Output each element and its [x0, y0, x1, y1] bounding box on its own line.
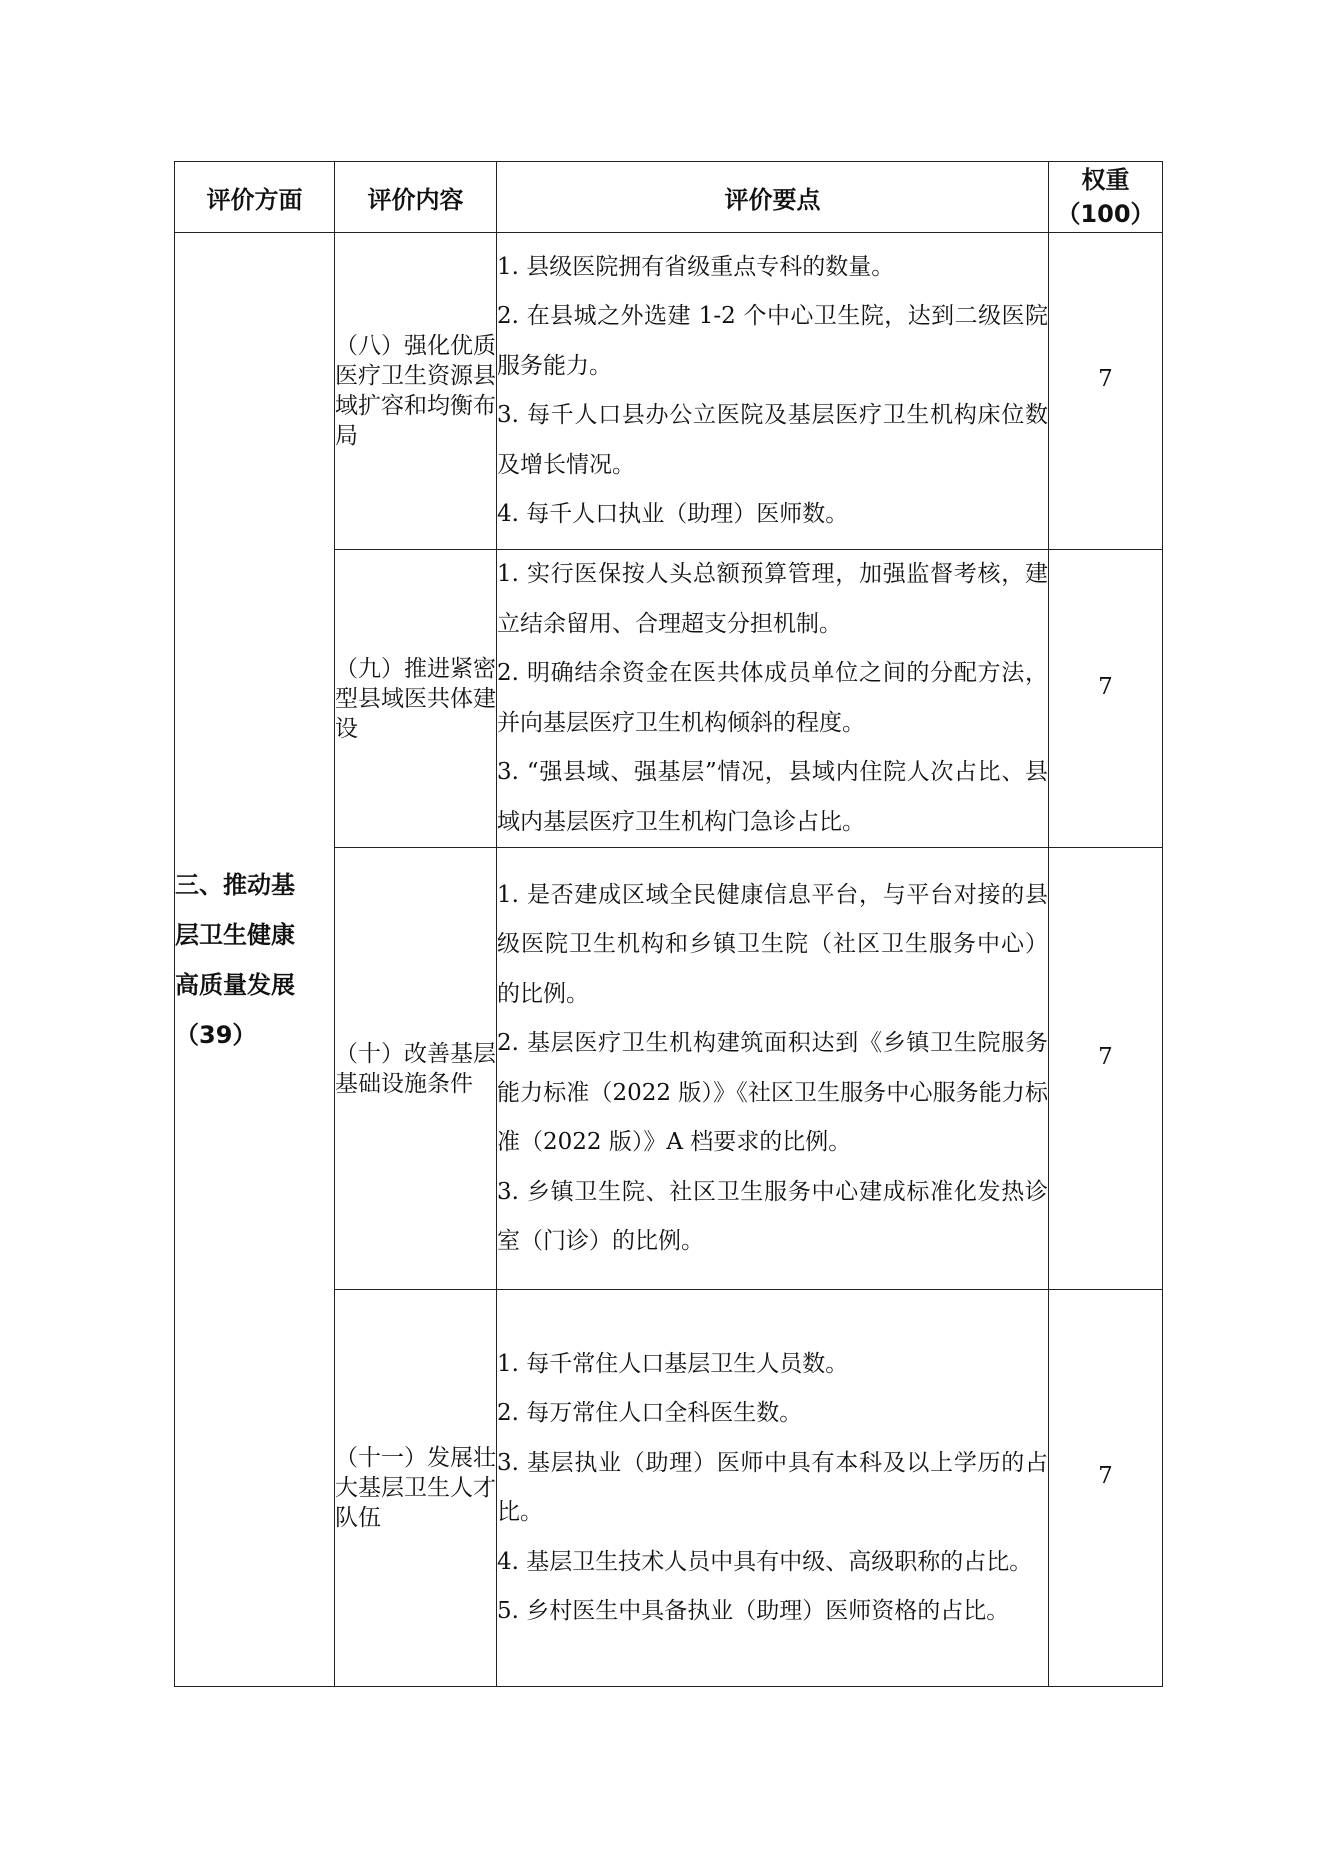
points-cell [497, 550, 1049, 848]
aspect-line: （39） [175, 1020, 257, 1049]
point-item: 2. 基层医疗卫生机构建筑面积达到《乡镇卫生院服务能力标准（2022 版）》《社区卫生服务中心服务能力标准（2022 版）》A 档要求的比例。 [497, 1030, 1048, 1155]
points-cell [497, 848, 1049, 1290]
point-item: 2. 每万常住人口全科医生数。 [497, 1400, 803, 1426]
point-item: 1. 每千常住人口基层卫生人员数。 [497, 1350, 849, 1377]
header-content: 评价内容 [335, 162, 497, 233]
point-item: 3. 基层执业（助理）医师中具有本科及以上学历的占比。 [497, 1449, 1048, 1525]
content-cell: （十一）发展壮大基层卫生人才队伍 [335, 1290, 497, 1687]
point-item: 4. 基层卫生技术人员中具有中级、高级职称的占比。 [497, 1548, 1033, 1575]
aspect-line: 层卫生健康 [175, 920, 295, 949]
header-weight [1049, 162, 1163, 233]
point-item: 5. 乡村医生中具备执业（助理）医师资格的占比。 [497, 1598, 1010, 1624]
points-cell [497, 1290, 1049, 1687]
point-item: 1. 是否建成区域全民健康信息平台，与平台对接的县级医院卫生机构和乡镇卫生院（社区卫生服务中心）的比例。 [497, 881, 1048, 1007]
point-item: 4. 每千人口执业（助理）医师数。 [497, 501, 849, 527]
header-aspect: 评价方面 [175, 162, 335, 233]
aspect-line: 高质量发展 [175, 970, 295, 999]
point-item: 2. 明确结余资金在医共体成员单位之间的分配方法，并向基层医疗卫生机构倾斜的程度。 [497, 660, 1048, 736]
point-item: 1. 实行医保按人头总额预算管理，加强监督考核，建立结余留用、合理超支分担机制。 [497, 561, 1048, 637]
points-cell [497, 233, 1049, 550]
point-item: 2. 在县城之外选建 1-2 个中心卫生院，达到二级医院服务能力。 [497, 303, 1048, 379]
header-points: 评价要点 [497, 162, 1049, 233]
aspect-cell [175, 233, 335, 1687]
weight-cell [1049, 848, 1163, 1290]
content-cell: （十）改善基层基础设施条件 [335, 848, 497, 1290]
content-cell: （八）强化优质医疗卫生资源县域扩容和均衡布局 [335, 233, 497, 550]
weight-value: 7 [1098, 673, 1113, 700]
weight-cell [1049, 1290, 1163, 1687]
weight-cell [1049, 233, 1163, 550]
aspect-line: 三、推动基 [175, 870, 295, 899]
weight-cell [1049, 550, 1163, 848]
header-weight-label: 权重 [1081, 166, 1130, 194]
evaluation-table [174, 161, 1163, 1687]
point-item: 3. “强县域、强基层”情况，县域内住院人次占比、县域内基层医疗卫生机构门急诊占比。 [497, 759, 1048, 835]
weight-value: 7 [1098, 366, 1113, 392]
point-item: 1. 县级医院拥有省级重点专科的数量。 [497, 253, 895, 280]
header-weight-total: （100） [1056, 200, 1155, 228]
weight-value: 7 [1098, 1463, 1113, 1489]
point-item: 3. 每千人口县办公立医院及基层医疗卫生机构床位数及增长情况。 [497, 402, 1048, 478]
table-row [175, 233, 1163, 550]
point-item: 3. 乡镇卫生院、社区卫生服务中心建成标准化发热诊室（门诊）的比例。 [497, 1178, 1048, 1254]
content-cell: （九）推进紧密型县域医共体建设 [335, 550, 497, 848]
table-header-row [175, 162, 1163, 233]
weight-value: 7 [1098, 1043, 1113, 1070]
